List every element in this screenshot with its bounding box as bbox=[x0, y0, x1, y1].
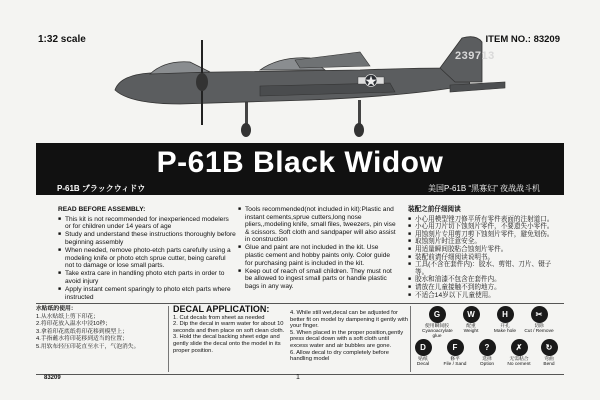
read-before-item: ■ When needed, remove photo-etch parts carefully using a modeling knife or photo etch sprue cutter, being careful not to damage or lose small parts. bbox=[58, 247, 236, 270]
decal-chinese-item: 1.从水贴纸上剪下印花； bbox=[36, 313, 99, 320]
legend-cn: 使用瞬间胶 bbox=[425, 324, 449, 329]
read-before-heading: READ BEFORE ASSEMBLY: bbox=[58, 206, 146, 213]
read-before-section bbox=[58, 206, 236, 302]
legend-cn: 配重 bbox=[466, 324, 476, 329]
legend-en: File / Sand bbox=[443, 362, 467, 368]
item-number: ITEM NO.: 83209 bbox=[485, 34, 560, 45]
tools-section bbox=[238, 206, 398, 291]
chinese-note-item: ■ 不适合14岁以下儿童使用。 bbox=[408, 292, 558, 300]
legend-en: Make hole bbox=[493, 329, 517, 335]
legend-en: Decal bbox=[416, 362, 430, 368]
decal-step: 5. When placed in the proper position,gently press decal down with a soft cloth until excess water and air bubbles are gone. bbox=[290, 329, 404, 349]
decal-application-steps-continued bbox=[290, 310, 408, 363]
scale-label: 1:32 scale bbox=[38, 34, 86, 45]
legend-item bbox=[440, 339, 470, 367]
page-number: 1 bbox=[296, 374, 300, 381]
glue-icon: G bbox=[429, 306, 446, 323]
subtitle-chinese: 美国P-61B “黑寡妇” 夜战战斗机 bbox=[427, 184, 540, 193]
chinese-note-item: ■ 请放在儿童接触不到的地方。 bbox=[408, 284, 558, 292]
scissors-icon: ✂ bbox=[531, 306, 548, 323]
tools-item: ■ Glue and paint are not included in the kit. Use plastic cement and hobby paints only. Color guide for purchasing paint is included in the kit. bbox=[238, 244, 398, 267]
legend-en: Cut / Remove bbox=[524, 329, 554, 335]
chinese-notes-section bbox=[408, 206, 558, 299]
legend-cn: 切除 bbox=[534, 324, 544, 329]
chinese-note-item: ■ 小心用刀片切下蚀刻片零件，不要遗失小零件。 bbox=[408, 223, 558, 231]
legend-item bbox=[408, 339, 438, 367]
decal-step: 4. While still wet,decal can be adjusted for better fit on model by dampening it gently with your finger. bbox=[290, 310, 408, 330]
subtitle-japanese: P-61B ブラックウィドウ bbox=[57, 184, 146, 193]
decal-chinese-item: 4.手指蘸水将印花移到适当的位置； bbox=[36, 336, 128, 343]
legend-en: Weight bbox=[463, 329, 479, 335]
decal-chinese-item: 2.将印花放入温水中浸10秒； bbox=[36, 321, 112, 328]
chinese-note-item: ■ 工具(不含在套件内)：胶水、剪钳、刀片、镊子等。 bbox=[408, 261, 558, 276]
chinese-note-item: ■ 胶水和油漆不包含在套件内。 bbox=[408, 276, 558, 284]
aircraft-illustration bbox=[110, 30, 510, 140]
chinese-note-item: ■ 用蚀刻片专用剪刀剪下蚀刻片零件，避免划伤。 bbox=[408, 231, 558, 239]
legend-en: No cement bbox=[507, 362, 531, 368]
decal-chinese-item: 3.拿着印花底纸将印花移到模型上； bbox=[36, 328, 128, 335]
bend-icon: ↻ bbox=[541, 339, 558, 356]
landing-gear bbox=[241, 100, 364, 137]
chinese-note-item: ■ 小心用模型锉刀修平所有零件表面的注射道口。 bbox=[408, 216, 558, 224]
file-icon: F bbox=[447, 339, 464, 356]
divider bbox=[168, 306, 169, 372]
legend-cn: 弯曲 bbox=[544, 357, 554, 362]
drill-icon: H bbox=[497, 306, 514, 323]
legend-en: Cyanoacrylate glue bbox=[422, 329, 453, 340]
weight-icon: W bbox=[463, 306, 480, 323]
decal-step: 2. Dip the decal in warm water for about 10 seconds and then place on soft clean cloth. bbox=[173, 321, 285, 334]
legend-item bbox=[456, 306, 486, 334]
decal-icon: D bbox=[415, 339, 432, 356]
legend-cn: 修平 bbox=[450, 357, 460, 362]
legend-en: Bend bbox=[543, 362, 555, 368]
symbol-legend bbox=[412, 306, 564, 372]
decal-application-section bbox=[173, 306, 288, 354]
legend-item bbox=[534, 339, 564, 367]
legend-item bbox=[504, 339, 534, 367]
tools-item: ■ Keep out of reach of small children. They must not be allowed to ingest small parts or handle plastic bags in any way. bbox=[238, 268, 398, 291]
page-title: P-61B Black Widow bbox=[156, 146, 444, 179]
read-before-item: ■ This kit is not recommended for inexperienced modelers or for children under 14 years of age bbox=[58, 216, 236, 231]
legend-cn: 无需粘合 bbox=[509, 357, 529, 362]
no-cement-icon: ✗ bbox=[511, 339, 528, 356]
chinese-notes-heading: 装配之前仔细阅读 bbox=[408, 206, 461, 213]
legend-item bbox=[472, 339, 502, 367]
legend-cn: 开孔 bbox=[500, 324, 510, 329]
legend-item bbox=[524, 306, 554, 334]
decal-application-heading: DECAL APPLICATION: bbox=[173, 304, 270, 314]
decal-chinese-heading: 水贴纸的使用： bbox=[36, 306, 77, 312]
decal-chinese-item: 5.用软布轻压印花直至水干，气泡消失。 bbox=[36, 343, 140, 350]
read-before-item: ■ Take extra care in handling photo etch parts in order to avoid injury bbox=[58, 270, 236, 285]
product-number: 83209 bbox=[44, 375, 61, 381]
legend-cn: 贴纸 bbox=[418, 357, 428, 362]
legend-item bbox=[490, 306, 520, 334]
decal-step: 1. Cut decals from sheet as needed bbox=[173, 314, 265, 321]
legend-cn: 选择 bbox=[482, 357, 492, 362]
decal-step: 6. Allow decal to dry completely before handling model bbox=[290, 349, 389, 363]
read-before-item: ■ Study and understand these instructions thoroughly before beginning assembly bbox=[58, 231, 236, 246]
chinese-note-item: ■ 取蚀刻片时注意安全。 bbox=[408, 238, 558, 246]
legend-en: Option bbox=[479, 362, 495, 368]
decal-chinese-section bbox=[36, 306, 166, 352]
decal-step: 3. Hold the decal backing sheet edge and gently slide the decal onto the model in its proper position. bbox=[173, 334, 281, 354]
option-icon: ? bbox=[479, 339, 496, 356]
legend-item bbox=[422, 306, 452, 340]
chinese-note-item: ■ 装配前请仔细阅读说明书。 bbox=[408, 254, 558, 262]
tools-item: ■ Tools recommended(not included in kit):Plastic and instant cements,sprue cutters,long nose pliers,,modeling knife, small files, tweezers, pin vise & scissors. Soft cloth and sandpaper will also assist in construction bbox=[238, 206, 398, 244]
chinese-note-item: ■ 用适量瞬间胶粘合蚀刻片零件。 bbox=[408, 246, 558, 254]
tail-serial: 239713 bbox=[455, 50, 495, 62]
read-before-item: ■ Apply instant cement sparingly to photo etch parts where instructed bbox=[58, 286, 236, 301]
